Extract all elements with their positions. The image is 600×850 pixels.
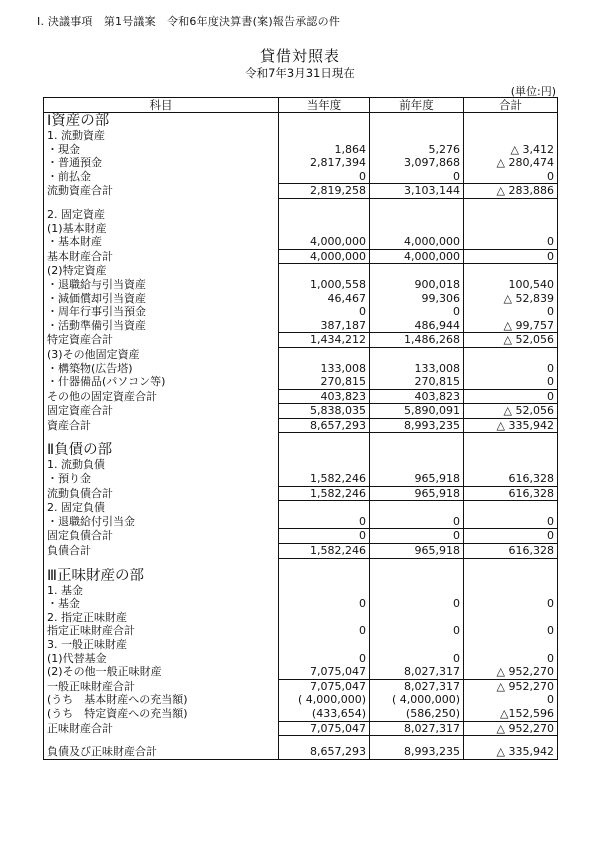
table-row <box>44 501 558 515</box>
difference-value: △ 952,270 <box>464 665 558 679</box>
current-year-value: 0 <box>279 652 370 666</box>
spacer-cell <box>370 736 464 746</box>
difference-value <box>464 347 558 361</box>
previous-year-value <box>370 458 464 472</box>
table-row <box>44 597 558 611</box>
table-row <box>44 235 558 249</box>
current-year-value: 1,000,558 <box>279 278 370 292</box>
difference-value: 0 <box>464 362 558 376</box>
difference-value: 0 <box>464 529 558 544</box>
previous-year-value <box>370 584 464 598</box>
table-row <box>44 184 558 199</box>
table-row <box>44 375 558 389</box>
current-year-value: 1,582,246 <box>279 472 370 486</box>
table-row <box>44 208 558 222</box>
table-row <box>44 389 558 404</box>
previous-year-value: (586,250) <box>370 707 464 721</box>
current-year-value <box>279 129 370 143</box>
previous-year-value: 4,000,000 <box>370 249 464 264</box>
spacer-cell <box>464 198 558 208</box>
previous-year-value: 965,918 <box>370 544 464 559</box>
table-row <box>44 347 558 361</box>
account-label: 1. 流動資産 <box>44 129 279 143</box>
previous-year-value: 8,993,235 <box>370 745 464 759</box>
current-year-value: 133,008 <box>279 362 370 376</box>
current-year-value <box>279 568 370 584</box>
difference-value: 0 <box>464 305 558 319</box>
spacer-row <box>44 558 558 568</box>
previous-year-value: 8,027,317 <box>370 679 464 693</box>
account-label: 特定資産合計 <box>44 333 279 348</box>
current-year-value <box>279 458 370 472</box>
previous-year-value <box>370 568 464 584</box>
spacer-cell <box>44 198 279 208</box>
previous-year-value: 8,027,317 <box>370 665 464 679</box>
spacer-cell <box>464 736 558 746</box>
previous-year-value: 0 <box>370 170 464 184</box>
account-label: ・構築物(広告塔) <box>44 362 279 376</box>
difference-value <box>464 584 558 598</box>
current-year-value: 0 <box>279 529 370 544</box>
difference-value: 0 <box>464 389 558 404</box>
account-label: 固定資産合計 <box>44 404 279 419</box>
difference-value: 616,328 <box>464 486 558 501</box>
previous-year-value: 0 <box>370 515 464 529</box>
table-row <box>44 584 558 598</box>
account-label: 2. 固定資産 <box>44 208 279 222</box>
current-year-value <box>279 264 370 278</box>
previous-year-value: 8,027,317 <box>370 721 464 736</box>
table-row <box>44 278 558 292</box>
table-row <box>44 611 558 625</box>
table-row <box>44 679 558 693</box>
current-year-value: 7,075,047 <box>279 721 370 736</box>
account-label: (2)特定資産 <box>44 264 279 278</box>
previous-year-value: 270,815 <box>370 375 464 389</box>
account-label: 1. 基金 <box>44 584 279 598</box>
difference-value: △ 280,474 <box>464 156 558 170</box>
account-label: ・周年行事引当預金 <box>44 305 279 319</box>
table-row <box>44 264 558 278</box>
current-year-value: 1,582,246 <box>279 544 370 559</box>
table-row <box>44 418 558 433</box>
current-year-value: 2,817,394 <box>279 156 370 170</box>
current-year-value: 0 <box>279 170 370 184</box>
previous-year-value <box>370 501 464 515</box>
current-year-value: 1,582,246 <box>279 486 370 501</box>
difference-value <box>464 568 558 584</box>
previous-year-value: 3,103,144 <box>370 184 464 199</box>
column-header-current-year: 当年度 <box>279 98 370 113</box>
difference-value <box>464 442 558 458</box>
current-year-value <box>279 208 370 222</box>
previous-year-value: 0 <box>370 624 464 638</box>
current-year-value: ( 4,000,000) <box>279 693 370 707</box>
difference-value <box>464 208 558 222</box>
section-title: Ⅲ正味財産の部 <box>44 568 279 584</box>
account-label: ・退職給与引当資産 <box>44 278 279 292</box>
previous-year-value: 965,918 <box>370 472 464 486</box>
current-year-value: 1,434,212 <box>279 333 370 348</box>
table-row <box>44 652 558 666</box>
difference-value: 0 <box>464 249 558 264</box>
spacer-cell <box>44 736 279 746</box>
current-year-value <box>279 584 370 598</box>
current-year-value: 4,000,000 <box>279 249 370 264</box>
difference-value <box>464 222 558 236</box>
table-row <box>44 156 558 170</box>
table-row <box>44 458 558 472</box>
account-label: 負債及び正味財産合計 <box>44 745 279 759</box>
current-year-value <box>279 611 370 625</box>
current-year-value: 0 <box>279 305 370 319</box>
spacer-cell <box>464 558 558 568</box>
page-header: Ⅰ. 決議事項 第1号議案 令和6年度決算書(案)報告承認の件 <box>37 15 341 28</box>
spacer-row <box>44 433 558 443</box>
column-header-previous-year: 前年度 <box>370 98 464 113</box>
table-row <box>44 745 558 759</box>
spacer-cell <box>464 433 558 443</box>
account-label: 一般正味財産合計 <box>44 679 279 693</box>
unit-label: (単位:円) <box>510 85 556 98</box>
table-row <box>44 333 558 348</box>
table-row <box>44 292 558 306</box>
table-row <box>44 665 558 679</box>
account-label: ・普通預金 <box>44 156 279 170</box>
current-year-value: 403,823 <box>279 389 370 404</box>
previous-year-value <box>370 442 464 458</box>
table-row <box>44 721 558 736</box>
difference-value: △ 335,942 <box>464 418 558 433</box>
current-year-value: 0 <box>279 624 370 638</box>
account-label: 流動負債合計 <box>44 486 279 501</box>
account-label: その他の固定資産合計 <box>44 389 279 404</box>
previous-year-value: 8,993,235 <box>370 418 464 433</box>
difference-value: 0 <box>464 235 558 249</box>
difference-value: △ 952,270 <box>464 679 558 693</box>
account-label: 負債合計 <box>44 544 279 559</box>
table-row <box>44 170 558 184</box>
account-label: 正味財産合計 <box>44 721 279 736</box>
previous-year-value: 965,918 <box>370 486 464 501</box>
account-label: (3)その他固定資産 <box>44 347 279 361</box>
difference-value: 0 <box>464 515 558 529</box>
current-year-value: 270,815 <box>279 375 370 389</box>
spacer-cell <box>370 198 464 208</box>
difference-value: 616,328 <box>464 472 558 486</box>
previous-year-value: 900,018 <box>370 278 464 292</box>
spacer-row <box>44 736 558 746</box>
table-row <box>44 486 558 501</box>
spacer-cell <box>279 736 370 746</box>
difference-value: 0 <box>464 597 558 611</box>
current-year-value: 0 <box>279 597 370 611</box>
account-label: ・預り金 <box>44 472 279 486</box>
account-label: (1)基本財産 <box>44 222 279 236</box>
current-year-value: 8,657,293 <box>279 418 370 433</box>
current-year-value <box>279 347 370 361</box>
difference-value <box>464 501 558 515</box>
document-title: 貸借対照表 <box>259 47 340 65</box>
table-body <box>44 113 558 760</box>
previous-year-value: 0 <box>370 529 464 544</box>
previous-year-value <box>370 347 464 361</box>
previous-year-value <box>370 222 464 236</box>
previous-year-value <box>370 638 464 652</box>
difference-value <box>464 113 558 130</box>
section-title: Ⅰ資産の部 <box>44 113 279 130</box>
account-label: ・退職給付引当金 <box>44 515 279 529</box>
document-date: 令和7年3月31日現在 <box>245 66 355 80</box>
section-title: Ⅱ負債の部 <box>44 442 279 458</box>
spacer-row <box>44 198 558 208</box>
table-row <box>44 707 558 721</box>
previous-year-value: 133,008 <box>370 362 464 376</box>
balance-sheet-table <box>43 97 558 760</box>
account-label: 2. 指定正味財産 <box>44 611 279 625</box>
previous-year-value <box>370 264 464 278</box>
previous-year-value: 4,000,000 <box>370 235 464 249</box>
spacer-cell <box>279 433 370 443</box>
current-year-value: 5,838,035 <box>279 404 370 419</box>
table-row <box>44 249 558 264</box>
previous-year-value: 486,944 <box>370 319 464 333</box>
table-row <box>44 129 558 143</box>
current-year-value: 387,187 <box>279 319 370 333</box>
difference-value: △ 952,270 <box>464 721 558 736</box>
current-year-value: (433,654) <box>279 707 370 721</box>
account-label: ・什器備品(パソコン等) <box>44 375 279 389</box>
difference-value: 0 <box>464 375 558 389</box>
current-year-value: 7,075,047 <box>279 679 370 693</box>
account-label: 固定負債合計 <box>44 529 279 544</box>
account-label: (1)代替基金 <box>44 652 279 666</box>
account-label: ・現金 <box>44 143 279 157</box>
table-row <box>44 544 558 559</box>
previous-year-value <box>370 113 464 130</box>
difference-value: 0 <box>464 624 558 638</box>
table-row <box>44 638 558 652</box>
difference-value: △ 3,412 <box>464 143 558 157</box>
previous-year-value <box>370 129 464 143</box>
previous-year-value <box>370 611 464 625</box>
table-row <box>44 624 558 638</box>
current-year-value <box>279 638 370 652</box>
difference-value <box>464 458 558 472</box>
difference-value: 0 <box>464 170 558 184</box>
table-row <box>44 693 558 707</box>
previous-year-value: 403,823 <box>370 389 464 404</box>
spacer-cell <box>370 558 464 568</box>
previous-year-value <box>370 208 464 222</box>
section-header-row <box>44 442 558 458</box>
difference-value: △152,596 <box>464 707 558 721</box>
account-label: 指定正味財産合計 <box>44 624 279 638</box>
difference-value <box>464 264 558 278</box>
difference-value <box>464 638 558 652</box>
previous-year-value: 0 <box>370 652 464 666</box>
account-label: (うち 特定資産への充当額) <box>44 707 279 721</box>
account-label: 資産合計 <box>44 418 279 433</box>
difference-value: 0 <box>464 652 558 666</box>
spacer-cell <box>279 558 370 568</box>
current-year-value: 2,819,258 <box>279 184 370 199</box>
table-row <box>44 319 558 333</box>
column-header-difference: 合計 <box>464 98 558 113</box>
previous-year-value: 0 <box>370 305 464 319</box>
difference-value: 0 <box>464 693 558 707</box>
section-header-row <box>44 568 558 584</box>
column-header-account: 科目 <box>44 98 279 113</box>
table-row <box>44 362 558 376</box>
account-label: (2)その他一般正味財産 <box>44 665 279 679</box>
difference-value <box>464 611 558 625</box>
spacer-cell <box>279 198 370 208</box>
spacer-cell <box>370 433 464 443</box>
table-row <box>44 222 558 236</box>
previous-year-value: ( 4,000,000) <box>370 693 464 707</box>
current-year-value: 8,657,293 <box>279 745 370 759</box>
current-year-value: 0 <box>279 515 370 529</box>
previous-year-value: 5,890,091 <box>370 404 464 419</box>
previous-year-value: 1,486,268 <box>370 333 464 348</box>
difference-value: 100,540 <box>464 278 558 292</box>
account-label: 2. 固定負債 <box>44 501 279 515</box>
table-row <box>44 472 558 486</box>
account-label: 基本財産合計 <box>44 249 279 264</box>
current-year-value: 46,467 <box>279 292 370 306</box>
difference-value: 616,328 <box>464 544 558 559</box>
table-row <box>44 404 558 419</box>
difference-value: △ 99,757 <box>464 319 558 333</box>
difference-value: △ 52,839 <box>464 292 558 306</box>
previous-year-value: 5,276 <box>370 143 464 157</box>
account-label: 流動資産合計 <box>44 184 279 199</box>
difference-value: △ 283,886 <box>464 184 558 199</box>
table-header-row <box>44 98 558 113</box>
spacer-cell <box>44 433 279 443</box>
previous-year-value: 3,097,868 <box>370 156 464 170</box>
current-year-value: 1,864 <box>279 143 370 157</box>
account-label: ・活動準備引当資産 <box>44 319 279 333</box>
table-row <box>44 143 558 157</box>
current-year-value <box>279 113 370 130</box>
difference-value: △ 335,942 <box>464 745 558 759</box>
current-year-value: 4,000,000 <box>279 235 370 249</box>
account-label: ・基金 <box>44 597 279 611</box>
difference-value <box>464 129 558 143</box>
table-row <box>44 529 558 544</box>
section-header-row <box>44 113 558 130</box>
difference-value: △ 52,056 <box>464 333 558 348</box>
account-label: ・基本財産 <box>44 235 279 249</box>
current-year-value <box>279 501 370 515</box>
spacer-cell <box>44 558 279 568</box>
current-year-value <box>279 222 370 236</box>
account-label: ・減価償却引当資産 <box>44 292 279 306</box>
account-label: 1. 流動負債 <box>44 458 279 472</box>
account-label: 3. 一般正味財産 <box>44 638 279 652</box>
difference-value: △ 52,056 <box>464 404 558 419</box>
account-label: ・前払金 <box>44 170 279 184</box>
table-row <box>44 305 558 319</box>
account-label: (うち 基本財産への充当額) <box>44 693 279 707</box>
current-year-value <box>279 442 370 458</box>
previous-year-value: 0 <box>370 597 464 611</box>
table-row <box>44 515 558 529</box>
previous-year-value: 99,306 <box>370 292 464 306</box>
current-year-value: 7,075,047 <box>279 665 370 679</box>
